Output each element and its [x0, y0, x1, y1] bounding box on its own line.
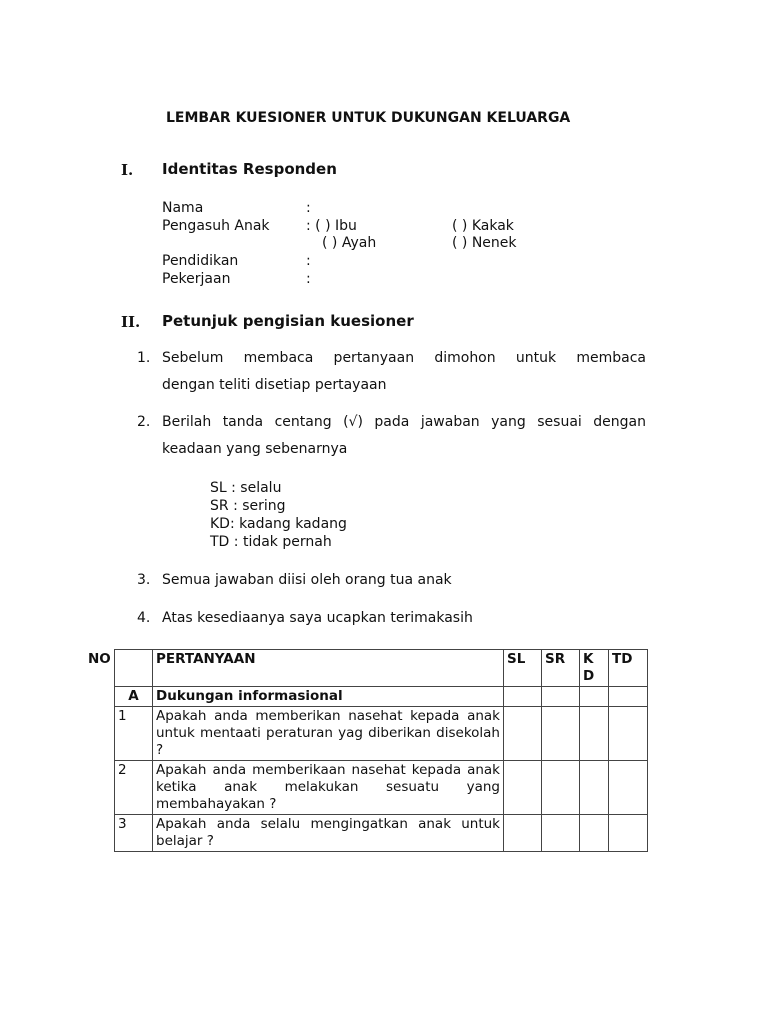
question-text: Apakah anda memberikan nasehat kepada anak untuk mentaati peraturan yag diberikan disekolah ?: [153, 707, 504, 761]
option-ibu: : ( ) Ibu: [306, 218, 357, 234]
page-title: LEMBAR KUESIONER UNTUK DUKUNGAN KELUARGA: [166, 110, 571, 126]
pendidikan-colon: :: [306, 253, 311, 269]
header-kd: K D: [580, 650, 609, 687]
no-cell: [115, 650, 153, 687]
row-number: 3: [115, 815, 153, 852]
option-kakak: ( ) Kakak: [452, 218, 514, 234]
item-number: 1.: [137, 350, 151, 366]
option-ayah: ( ) Ayah: [322, 235, 377, 251]
section-2-heading: Petunjuk pengisian kuesioner: [162, 312, 414, 330]
no-column-header: NO: [88, 651, 111, 667]
answer-cell-td[interactable]: [609, 761, 648, 815]
section-1-heading: Identitas Responden: [162, 160, 337, 178]
answer-cell-td[interactable]: [609, 815, 648, 852]
instruction-line: keadaan yang sebenarnya: [162, 441, 348, 457]
legend-td: TD : tidak pernah: [210, 534, 332, 550]
table-header-row: [115, 650, 648, 687]
header-td: TD: [609, 650, 648, 687]
question-text: Apakah anda selalu mengingatkan anak untuk belajar ?: [153, 815, 504, 852]
section-2-numeral: II.: [121, 313, 141, 331]
answer-cell-kd[interactable]: [580, 815, 609, 852]
item-number: 2.: [137, 414, 151, 430]
instruction-line: Berilah tanda centang (√) pada jawaban yang sesuai dengan: [162, 414, 646, 430]
legend-kd: KD: kadang kadang: [210, 516, 347, 532]
header-sr: SR: [542, 650, 580, 687]
instruction-line: Sebelum membaca pertanyaan dimohon untuk membaca: [162, 350, 646, 366]
instruction-line: Semua jawaban diisi oleh orang tua anak: [162, 572, 452, 588]
pekerjaan-colon: :: [306, 271, 311, 287]
row-number: 2: [115, 761, 153, 815]
answer-cell-kd[interactable]: [580, 761, 609, 815]
answer-cell-sl[interactable]: [504, 815, 542, 852]
item-number: 4.: [137, 610, 151, 626]
header-sl: SL: [504, 650, 542, 687]
legend-sl: SL : selalu: [210, 480, 282, 496]
table-row: [115, 707, 648, 761]
answer-cell-sl[interactable]: [504, 707, 542, 761]
answer-cell-sl[interactable]: [504, 687, 542, 707]
answer-cell-kd[interactable]: [580, 687, 609, 707]
option-nenek: ( ) Nenek: [452, 235, 517, 251]
answer-cell-td[interactable]: [609, 707, 648, 761]
answer-cell-sr[interactable]: [542, 761, 580, 815]
pengasuh-label: Pengasuh Anak: [162, 218, 270, 234]
pekerjaan-label: Pekerjaan: [162, 271, 231, 287]
answer-cell-td[interactable]: [609, 687, 648, 707]
nama-label: Nama: [162, 200, 204, 216]
group-code: A: [115, 687, 153, 707]
group-label: Dukungan informasional: [153, 687, 504, 707]
legend-sr: SR : sering: [210, 498, 286, 514]
table-row: [115, 815, 648, 852]
answer-cell-sl[interactable]: [504, 761, 542, 815]
pendidikan-label: Pendidikan: [162, 253, 239, 269]
item-number: 3.: [137, 572, 151, 588]
section-1-numeral: I.: [121, 161, 134, 179]
answer-cell-kd[interactable]: [580, 707, 609, 761]
instruction-line: Atas kesediaanya saya ucapkan terimakasih: [162, 610, 473, 626]
answer-cell-sr[interactable]: [542, 687, 580, 707]
answer-cell-sr[interactable]: [542, 815, 580, 852]
questionnaire-table: [114, 649, 648, 852]
header-pertanyaan: PERTANYAAN: [153, 650, 504, 687]
question-text: Apakah anda memberikaan nasehat kepada anak ketika anak melakukan sesuatu yang membahayakan ?: [153, 761, 504, 815]
group-row: [115, 687, 648, 707]
nama-colon: :: [306, 200, 311, 216]
instruction-line: dengan teliti disetiap pertayaan: [162, 377, 387, 393]
row-number: 1: [115, 707, 153, 761]
table-row: [115, 761, 648, 815]
answer-cell-sr[interactable]: [542, 707, 580, 761]
